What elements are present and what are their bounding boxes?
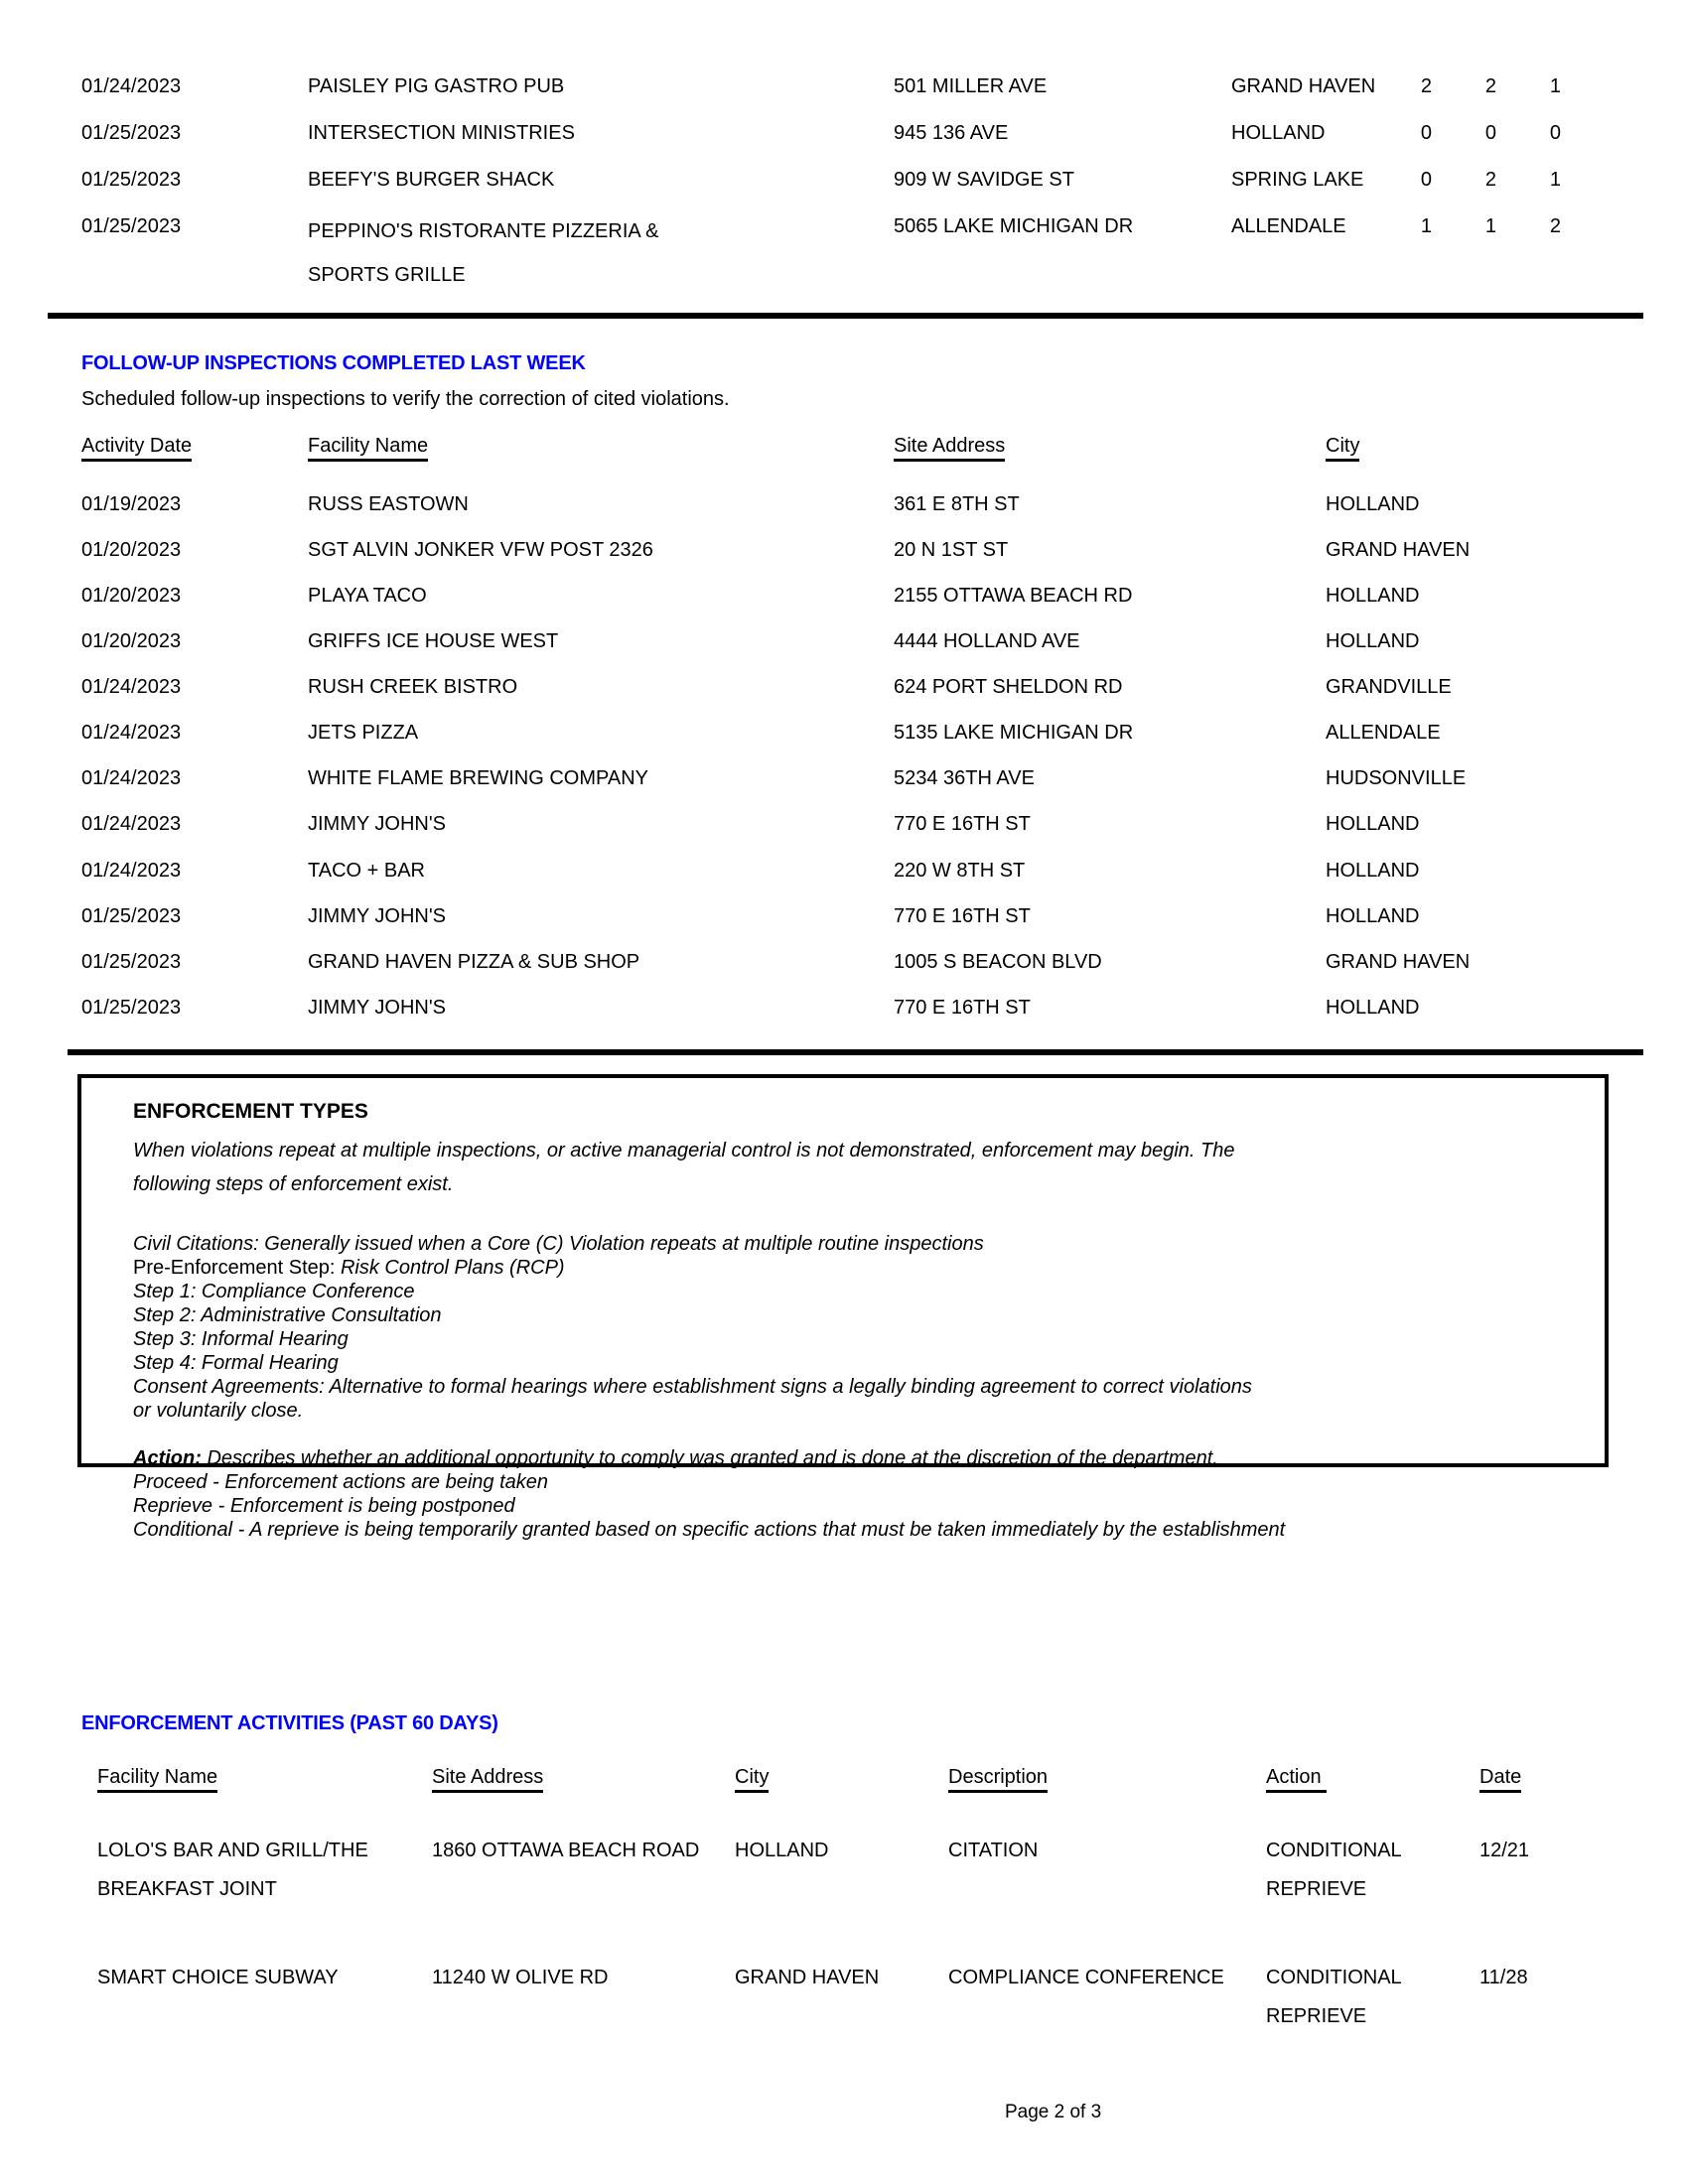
cell-action: CONDITIONAL REPRIEVE xyxy=(1266,1967,1401,2027)
cell-date: 11/28 xyxy=(1479,1967,1528,1988)
cell-facility-name: JIMMY JOHN'S xyxy=(308,813,447,835)
page-footer xyxy=(0,2080,1688,2145)
cell-count-1: 2 xyxy=(1420,75,1432,97)
enforcement-intro-line-2: following steps of enforcement exist. xyxy=(133,1173,454,1195)
enforcement-types-box xyxy=(77,1074,1609,1541)
enforcement-conditional-definition: Conditional - A reprieve is being temporarily granted based on specific actions that must be taken immediately by the establishment xyxy=(133,1519,1286,1541)
cell-facility-name: RUSH CREEK BISTRO xyxy=(308,676,518,698)
cell-count-1: 0 xyxy=(1420,122,1432,144)
cell-activity-date: 01/24/2023 xyxy=(81,676,182,698)
cell-city: HUDSONVILLE xyxy=(1326,767,1467,789)
followup-section-subtitle: Scheduled follow-up inspections to verify the correction of cited violations. xyxy=(81,388,730,410)
cell-description: CITATION xyxy=(948,1840,1039,1861)
cell-site-address: 501 MILLER AVE xyxy=(894,75,1048,97)
cell-activity-date: 01/25/2023 xyxy=(81,169,182,191)
cell-activity-date: 01/24/2023 xyxy=(81,722,182,744)
cell-city: HOLLAND xyxy=(1326,905,1420,927)
cell-facility-name: TACO + BAR xyxy=(308,860,425,882)
cell-city: HOLLAND xyxy=(1326,585,1420,607)
cell-city: HOLLAND xyxy=(1326,630,1420,652)
cell-city: HOLLAND xyxy=(1326,997,1420,1019)
cell-facility-name: WHITE FLAME BREWING COMPANY xyxy=(308,767,648,789)
cell-activity-date: 01/24/2023 xyxy=(81,813,182,835)
cell-count-2: 2 xyxy=(1484,169,1496,191)
cell-activity-date: 01/19/2023 xyxy=(81,493,182,515)
cell-count-2: 2 xyxy=(1484,75,1496,97)
enforcement-consent-line-2: or voluntarily close. xyxy=(133,1400,304,1422)
cell-activity-date: 01/24/2023 xyxy=(81,767,182,789)
cell-site-address: 770 E 16TH ST xyxy=(894,813,1031,835)
cell-facility-name: SGT ALVIN JONKER VFW POST 2326 xyxy=(308,539,653,561)
enforcement-activities-heading: ENFORCEMENT ACTIVITIES (PAST 60 DAYS) xyxy=(81,1712,498,1734)
cell-facility-name: INTERSECTION MINISTRIES xyxy=(308,122,575,144)
cell-facility-name: JETS PIZZA xyxy=(308,722,419,744)
cell-city: HOLLAND xyxy=(1326,860,1420,882)
enforcement-civil-citations: Civil Citations: Generally issued when a Core (C) Violation repeats at multiple routine inspections xyxy=(133,1233,984,1255)
section-divider-rule-bottom xyxy=(68,1049,1643,1055)
cell-facility-name: LOLO'S BAR AND GRILL/THE BREAKFAST JOINT xyxy=(97,1840,368,1900)
cell-activity-date: 01/24/2023 xyxy=(81,860,182,882)
cell-facility-name: GRIFFS ICE HOUSE WEST xyxy=(308,630,559,652)
cell-city: HOLLAND xyxy=(735,1840,829,1861)
cell-count-1: 0 xyxy=(1420,169,1432,191)
page-number-label: Page 2 of 3 xyxy=(1004,2102,1102,2122)
column-header-action: Action xyxy=(1266,1765,1327,1793)
cell-date: 12/21 xyxy=(1479,1840,1530,1861)
cell-facility-name: PEPPINO'S RISTORANTE PIZZERIA & SPORTS GRILLE xyxy=(308,220,659,286)
cell-activity-date: 01/25/2023 xyxy=(81,951,182,973)
cell-facility-name: SMART CHOICE SUBWAY xyxy=(97,1967,339,1988)
cell-city: HOLLAND xyxy=(1231,122,1326,144)
cell-facility-name: PAISLEY PIG GASTRO PUB xyxy=(308,75,565,97)
column-header-facility-name: Facility Name xyxy=(308,434,428,462)
cell-count-3: 0 xyxy=(1549,122,1561,144)
cell-site-address: 770 E 16TH ST xyxy=(894,905,1031,927)
cell-activity-date: 01/25/2023 xyxy=(81,122,182,144)
cell-count-2: 1 xyxy=(1484,215,1496,237)
cell-count-3: 1 xyxy=(1549,75,1561,97)
enforcement-step-4: Step 4: Formal Hearing xyxy=(133,1352,339,1374)
enforcement-consent-line-1: Consent Agreements: Alternative to formal hearings where establishment signs a legally binding agreement to correct violations xyxy=(133,1376,1252,1398)
cell-facility-name: JIMMY JOHN'S xyxy=(308,905,447,927)
cell-city: GRAND HAVEN xyxy=(735,1967,880,1988)
column-header-date: Date xyxy=(1479,1765,1521,1793)
enforcement-types-title: ENFORCEMENT TYPES xyxy=(133,1100,368,1123)
cell-activity-date: 01/24/2023 xyxy=(81,75,182,97)
cell-city: GRAND HAVEN xyxy=(1231,75,1376,97)
cell-count-3: 1 xyxy=(1549,169,1561,191)
cell-action: CONDITIONAL REPRIEVE xyxy=(1266,1840,1401,1900)
column-header-city: City xyxy=(735,1765,769,1793)
section-divider-rule-top xyxy=(48,313,1643,319)
cell-activity-date: 01/25/2023 xyxy=(81,215,182,237)
column-header-facility-name: Facility Name xyxy=(97,1765,217,1793)
cell-facility-name: JIMMY JOHN'S xyxy=(308,997,447,1019)
cell-site-address: 1005 S BEACON BLVD xyxy=(894,951,1102,973)
cell-activity-date: 01/20/2023 xyxy=(81,539,182,561)
cell-city: GRAND HAVEN xyxy=(1326,539,1471,561)
cell-site-address: 945 136 AVE xyxy=(894,122,1009,144)
cell-count-3: 2 xyxy=(1549,215,1561,237)
cell-city: HOLLAND xyxy=(1326,813,1420,835)
cell-site-address: 1860 OTTAWA BEACH ROAD xyxy=(432,1840,700,1861)
cell-city: ALLENDALE xyxy=(1231,215,1346,237)
pre-enforcement-value: Risk Control Plans (RCP) xyxy=(340,1257,565,1279)
enforcement-step-2: Step 2: Administrative Consultation xyxy=(133,1304,442,1326)
cell-facility-name: PLAYA TACO xyxy=(308,585,427,607)
cell-count-1: 1 xyxy=(1420,215,1432,237)
enforcement-pre-enforcement-step xyxy=(133,1255,565,1281)
cell-city: GRANDVILLE xyxy=(1326,676,1452,698)
enforcement-intro-line-1: When violations repeat at multiple inspections, or active managerial control is not demonstrated, enforcement may begin. The xyxy=(133,1140,1235,1161)
cell-site-address: 909 W SAVIDGE ST xyxy=(894,169,1074,191)
enforcement-step-3: Step 3: Informal Hearing xyxy=(133,1328,349,1350)
cell-site-address: 5065 LAKE MICHIGAN DR xyxy=(894,215,1134,237)
cell-site-address: 11240 W OLIVE RD xyxy=(432,1967,609,1988)
cell-site-address: 220 W 8TH ST xyxy=(894,860,1026,882)
column-header-city: City xyxy=(1326,434,1359,462)
cell-site-address: 361 E 8TH ST xyxy=(894,493,1020,515)
cell-site-address: 5135 LAKE MICHIGAN DR xyxy=(894,722,1134,744)
cell-site-address: 4444 HOLLAND AVE xyxy=(894,630,1080,652)
cell-site-address: 770 E 16TH ST xyxy=(894,997,1031,1019)
enforcement-reprieve-definition: Reprieve - Enforcement is being postponed xyxy=(133,1495,515,1517)
enforcement-step-1: Step 1: Compliance Conference xyxy=(133,1281,415,1302)
column-header-site-address: Site Address xyxy=(432,1765,543,1793)
cell-facility-name: RUSS EASTOWN xyxy=(308,493,469,515)
cell-city: ALLENDALE xyxy=(1326,722,1441,744)
cell-facility-name: GRAND HAVEN PIZZA & SUB SHOP xyxy=(308,951,640,973)
cell-city: SPRING LAKE xyxy=(1231,169,1364,191)
cell-activity-date: 01/25/2023 xyxy=(81,997,182,1019)
pre-enforcement-label: Pre-Enforcement Step: xyxy=(133,1257,341,1279)
enforcement-action-definition xyxy=(133,1445,1218,1471)
cell-site-address: 5234 36TH AVE xyxy=(894,767,1035,789)
cell-activity-date: 01/20/2023 xyxy=(81,585,182,607)
cell-city: GRAND HAVEN xyxy=(1326,951,1471,973)
cell-description: COMPLIANCE CONFERENCE xyxy=(948,1967,1224,1988)
cell-facility-name: BEEFY'S BURGER SHACK xyxy=(308,169,555,191)
column-header-activity-date: Activity Date xyxy=(81,434,192,462)
cell-site-address: 2155 OTTAWA BEACH RD xyxy=(894,585,1133,607)
cell-activity-date: 01/20/2023 xyxy=(81,630,182,652)
column-header-site-address: Site Address xyxy=(894,434,1005,462)
cell-city: HOLLAND xyxy=(1326,493,1420,515)
cell-site-address: 20 N 1ST ST xyxy=(894,539,1009,561)
action-label: Action: xyxy=(133,1447,202,1469)
column-header-description: Description xyxy=(948,1765,1048,1793)
followup-section-heading: FOLLOW-UP INSPECTIONS COMPLETED LAST WEEK xyxy=(81,352,586,374)
cell-site-address: 624 PORT SHELDON RD xyxy=(894,676,1123,698)
action-description: Describes whether an additional opportunity to comply was granted and is done at the discretion of the department. xyxy=(201,1447,1218,1469)
cell-count-2: 0 xyxy=(1484,122,1496,144)
enforcement-proceed-definition: Proceed - Enforcement actions are being taken xyxy=(133,1471,549,1493)
cell-activity-date: 01/25/2023 xyxy=(81,905,182,927)
